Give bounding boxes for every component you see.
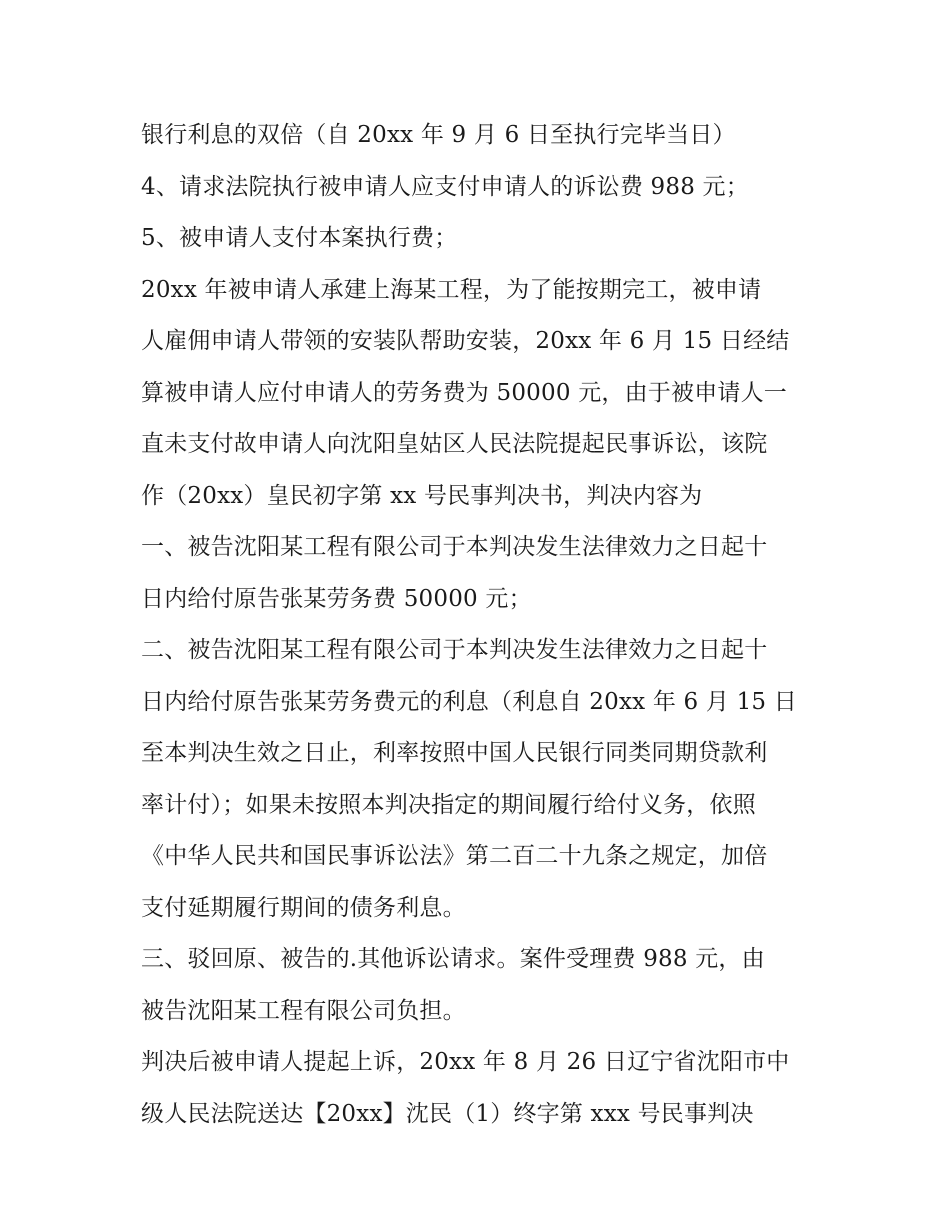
text-line: 直未支付故申请人向沈阳皇姑区人民法院提起民事诉讼，该院 xyxy=(141,431,768,457)
text-line: 一、被告沈阳某工程有限公司于本判决发生法律效力之日起十 xyxy=(141,534,768,560)
text-line: 日内给付原告张某劳务费元的利息（利息自 20xx 年 6 月 15 日 xyxy=(141,688,797,715)
text-line: 级人民法院送达【20xx】沈民（1）终字第 xxx 号民事判决 xyxy=(141,1100,754,1127)
text-line: 4、请求法院执行被申请人应支付申请人的诉讼费 988 元； xyxy=(141,173,749,200)
text-line: 至本判决生效之日止，利率按照中国人民银行同类同期贷款利 xyxy=(141,740,768,766)
text-line: 判决后被申请人提起上诉，20xx 年 8 月 26 日辽宁省沈阳市中 xyxy=(141,1049,790,1075)
text-line: 率计付）；如果未按照本判决指定的期间履行给付义务，依照 xyxy=(141,791,756,818)
text-line: 二、被告沈阳某工程有限公司于本判决发生法律效力之日起十 xyxy=(141,637,768,663)
text-line: 支付延期履行期间的债务利息。 xyxy=(141,894,466,921)
text-line: 算被申请人应付申请人的劳务费为 50000 元，由于被申请人一 xyxy=(141,379,787,406)
document-body xyxy=(141,110,821,1140)
text-line: 《中华人民共和国民事诉讼法》第二百二十九条之规定，加倍 xyxy=(141,843,768,869)
text-line: 日内给付原告张某劳务费 50000 元； xyxy=(141,585,532,612)
text-line: 作（20xx）皇民初字第 xx 号民事判决书，判决内容为 xyxy=(141,482,703,509)
text-line: 三、驳回原、被告的.其他诉讼请求。案件受理费 988 元，由 xyxy=(141,946,765,972)
text-line: 人雇佣申请人带领的安装队帮助安装，20xx 年 6 月 15 日经结 xyxy=(141,328,790,354)
text-line: 20xx 年被申请人承建上海某工程，为了能按期完工，被申请 xyxy=(141,276,762,303)
text-line: 银行利息的双倍（自 20xx 年 9 月 6 日至执行完毕当日） xyxy=(141,122,736,148)
text-line: 5、被申请人支付本案执行费； xyxy=(141,225,458,251)
text-line: 被告沈阳某工程有限公司负担。 xyxy=(141,997,466,1024)
